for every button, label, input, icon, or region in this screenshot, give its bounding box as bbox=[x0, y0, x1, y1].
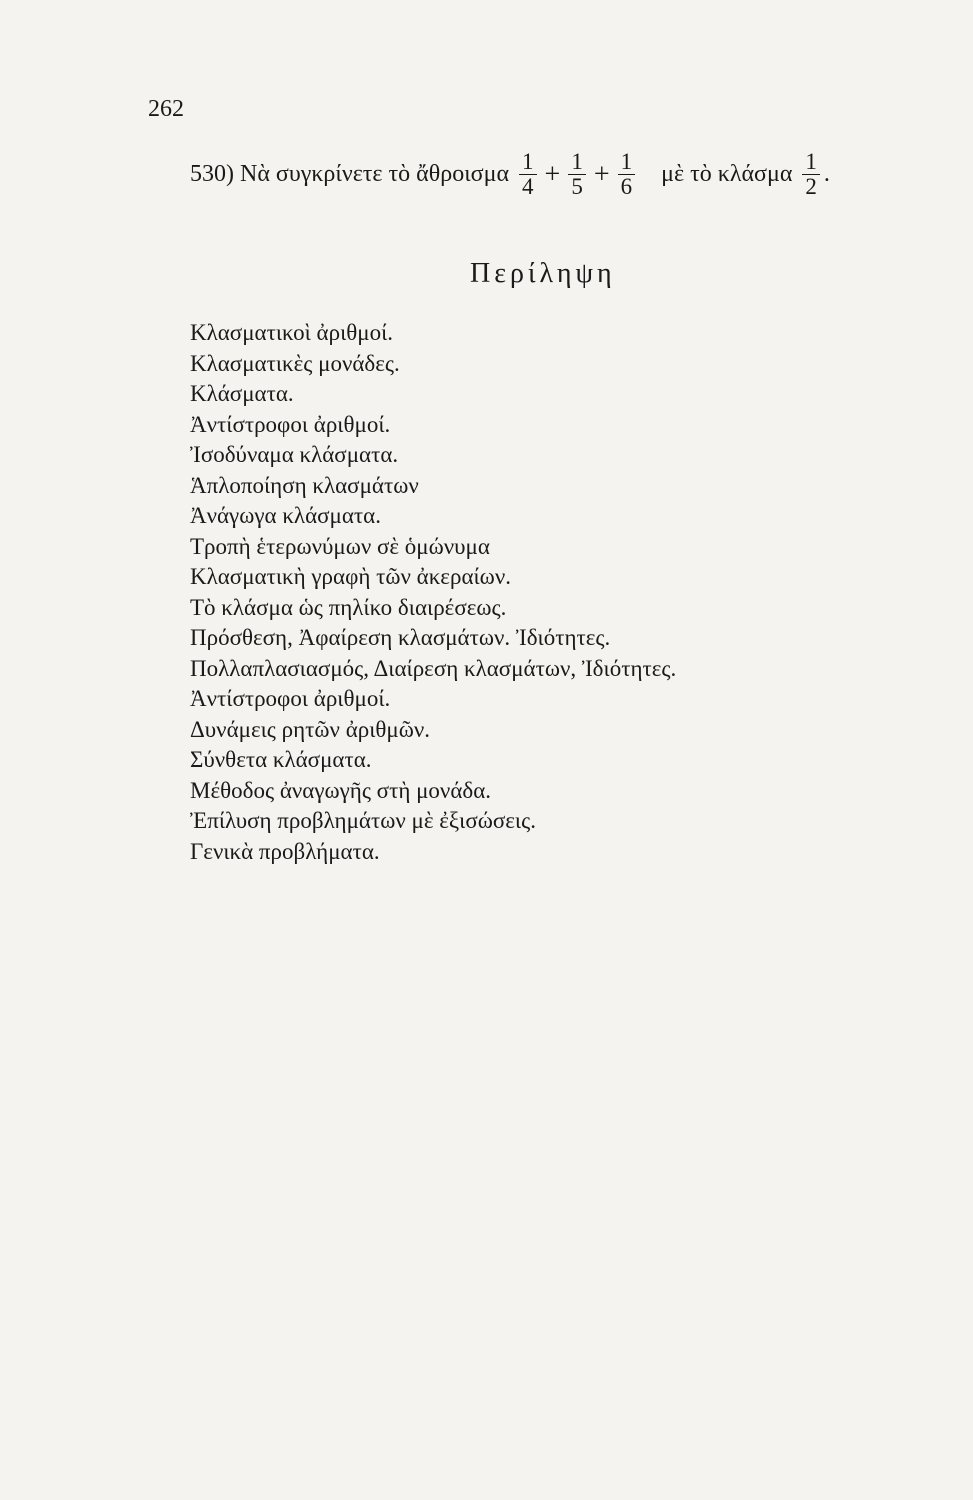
fraction-denominator: 5 bbox=[568, 174, 586, 199]
problem-label: 530) bbox=[190, 161, 234, 188]
plus-sign: + bbox=[544, 158, 561, 190]
summary-item: Γενικὰ προβλήματα. bbox=[190, 838, 380, 864]
end-mark: . bbox=[823, 161, 830, 188]
summary-item: Κλασματικοὶ ἀριθμοί. bbox=[190, 320, 394, 345]
fraction-numerator: 1 bbox=[522, 149, 534, 174]
summary-item: Ἀνάγωγα κλάσματα. bbox=[190, 503, 381, 528]
summary-item: Μέθοδος ἀναγωγῆς στὴ μονάδα. bbox=[190, 777, 492, 803]
problem-530 bbox=[190, 150, 830, 199]
fraction-denominator: 6 bbox=[618, 174, 636, 199]
problem-text-before: Νὰ συγκρίνετε τὸ ἄθροισμα bbox=[240, 161, 510, 188]
summary-item: Ἀντίστροφοι ἀριθμοί. bbox=[190, 686, 391, 711]
summary-item: Σύνθετα κλάσματα. bbox=[190, 747, 372, 772]
summary-item: Πρόσθεση, Ἀφαίρεση κλασμάτων. Ἰδιότητες. bbox=[190, 625, 611, 650]
summary-item: Ἐπίλυση προβλημάτων μὲ ἐξισώσεις. bbox=[190, 808, 536, 833]
summary-item: Τὸ κλάσμα ὡς πηλίκο διαιρέσεως. bbox=[190, 594, 507, 620]
fraction-numerator: 1 bbox=[805, 149, 817, 174]
page-number: 262 bbox=[148, 96, 184, 122]
fraction-denominator: 4 bbox=[519, 174, 537, 199]
summary-item: Πολλαπλασιασμός, Διαίρεση κλασμάτων, Ἰδιότητες. bbox=[190, 655, 677, 681]
summary-item: Ἀντίστροφοι ἀριθμοί. bbox=[190, 411, 391, 437]
summary-item: Ἁπλοποίηση κλασμάτων bbox=[190, 472, 419, 498]
fraction-3 bbox=[618, 150, 636, 199]
section-title: Περίληψη bbox=[470, 258, 616, 289]
fraction-numerator: 1 bbox=[620, 149, 633, 174]
summary-item: Δυνάμεις ρητῶν ἀριθμῶν. bbox=[190, 716, 431, 742]
fraction-2 bbox=[568, 150, 586, 199]
fraction-1 bbox=[519, 150, 537, 199]
compare-fraction bbox=[802, 150, 820, 199]
fraction-numerator: 1 bbox=[571, 149, 583, 174]
summary-item: Τροπὴ ἑτερωνύμων σὲ ὁμώνυμα bbox=[190, 533, 490, 559]
plus-sign: + bbox=[593, 158, 610, 190]
summary-item: Κλάσματα. bbox=[190, 381, 294, 406]
summary-list bbox=[190, 318, 676, 867]
summary-item: Κλασματικὴ γραφὴ τῶν ἀκεραίων. bbox=[190, 564, 511, 589]
problem-text-middle: μὲ τὸ κλάσμα bbox=[661, 161, 793, 188]
summary-item: Ἰσοδύναμα κλάσματα. bbox=[190, 442, 399, 467]
fraction-denominator: 2 bbox=[802, 174, 820, 199]
summary-item: Κλασματικὲς μονάδες. bbox=[190, 350, 400, 376]
